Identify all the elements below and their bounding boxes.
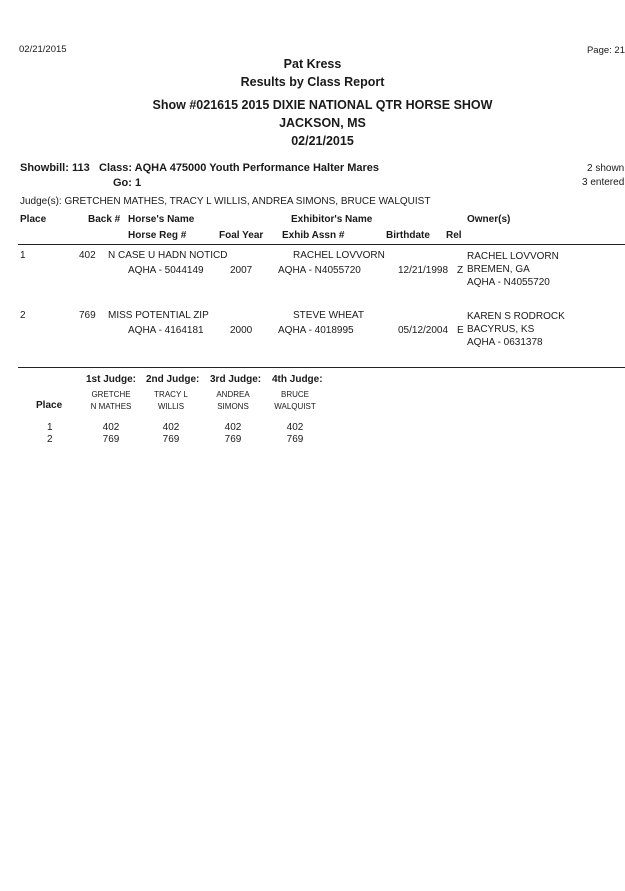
shown-count: 2 shown xyxy=(587,163,625,174)
judge-3-label: 3rd Judge: xyxy=(210,374,262,385)
header-divider xyxy=(18,244,625,245)
entry-back-number: 769 xyxy=(79,310,96,321)
entry-horse-reg: AQHA - 4164181 xyxy=(128,325,204,336)
entry-place: 1 xyxy=(20,250,26,261)
col-foal-year: Foal Year xyxy=(219,230,264,241)
report-title: Results by Class Report xyxy=(240,75,385,89)
judge-3-name: ANDREA xyxy=(216,390,250,399)
page-number: Page: 21 xyxy=(586,45,625,56)
entry-birthdate: 12/21/1998 xyxy=(398,265,449,276)
judge-2-name: TRACY L xyxy=(154,390,188,399)
judge-4-label: 4th Judge: xyxy=(272,374,323,385)
entry-horse-reg: AQHA - 5044149 xyxy=(128,265,204,276)
judge-2-label: 2nd Judge: xyxy=(146,374,200,385)
col-place: Place xyxy=(20,214,47,225)
entry-horse-name: MISS POTENTIAL ZIP xyxy=(108,310,209,321)
show-date: 02/21/2015 xyxy=(291,134,354,148)
entry-rel: E xyxy=(457,325,464,336)
judge-card-place-label: Place xyxy=(36,400,63,411)
judge-card-mark: 402 xyxy=(102,422,120,433)
go-number: Go: 1 xyxy=(113,177,142,189)
judge-card-mark: 769 xyxy=(102,434,120,445)
entry-owner-city: BACYRUS, KS xyxy=(467,324,535,335)
entry-exhib-assn: AQHA - 4018995 xyxy=(278,325,354,336)
entry-foal-year: 2000 xyxy=(230,325,253,336)
judge-1-name: GRETCHE xyxy=(91,390,131,399)
entry-birthdate: 05/12/2004 xyxy=(398,325,449,336)
judge-1-label: 1st Judge: xyxy=(86,374,137,385)
col-horse-name: Horse's Name xyxy=(128,214,195,225)
judge-card-mark: 769 xyxy=(162,434,180,445)
report-date: 02/21/2015 xyxy=(19,44,67,55)
col-birthdate: Birthdate xyxy=(386,230,430,241)
entry-owner-assn: AQHA - N4055720 xyxy=(467,277,550,288)
entry-back-number: 402 xyxy=(79,250,96,261)
entered-count: 3 entered xyxy=(582,177,625,188)
show-title: Show #021615 2015 DIXIE NATIONAL QTR HORSE SHOW xyxy=(152,98,493,112)
col-owners: Owner(s) xyxy=(467,214,511,225)
col-exhibitor-name: Exhibitor's Name xyxy=(291,214,373,225)
judge-1-name-line2: N MATHES xyxy=(90,402,132,411)
entry-owner-city: BREMEN, GA xyxy=(467,264,530,275)
judge-4-name: BRUCE xyxy=(280,390,309,399)
judge-card-mark: 769 xyxy=(224,434,242,445)
show-location: JACKSON, MS xyxy=(279,116,366,130)
col-rel: Rel xyxy=(446,230,462,241)
col-back: Back # xyxy=(88,214,121,225)
judge-card-mark: 402 xyxy=(286,422,304,433)
judge-card-mark: 402 xyxy=(224,422,242,433)
entry-owner-assn: AQHA - 0631378 xyxy=(467,337,543,348)
entry-owner-name: KAREN S RODROCK xyxy=(467,311,565,322)
col-exhib-assn: Exhib Assn # xyxy=(282,230,345,241)
entry-horse-name: N CASE U HADN NOTICD xyxy=(108,250,228,261)
judge-card-place: 1 xyxy=(47,422,53,433)
judge-2-name-line2: WILLIS xyxy=(157,402,185,411)
judge-4-name-line2: WALQUIST xyxy=(274,402,316,411)
section-divider xyxy=(18,367,625,368)
col-horse-reg: Horse Reg # xyxy=(128,230,187,241)
entry-exhibitor: RACHEL LOVVORN xyxy=(293,250,385,261)
judge-card-place: 2 xyxy=(47,434,53,445)
entry-owner-name: RACHEL LOVVORN xyxy=(467,251,559,262)
entry-foal-year: 2007 xyxy=(230,265,253,276)
entry-place: 2 xyxy=(20,310,26,321)
entry-exhibitor: STEVE WHEAT xyxy=(293,310,364,321)
report-author: Pat Kress xyxy=(283,57,342,71)
showbill: Showbill: 113 xyxy=(20,162,90,174)
judge-card-mark: 769 xyxy=(286,434,304,445)
judge-3-name-line2: SIMONS xyxy=(217,402,249,411)
entry-rel: Z xyxy=(457,265,464,276)
judge-card-mark: 402 xyxy=(162,422,180,433)
judges-list: Judge(s): GRETCHEN MATHES, TRACY L WILLIS, ANDREA SIMONS, BRUCE WALQUIST xyxy=(20,196,431,207)
class-name: Class: AQHA 475000 Youth Performance Halter Mares xyxy=(99,162,380,174)
entry-exhib-assn: AQHA - N4055720 xyxy=(278,265,361,276)
